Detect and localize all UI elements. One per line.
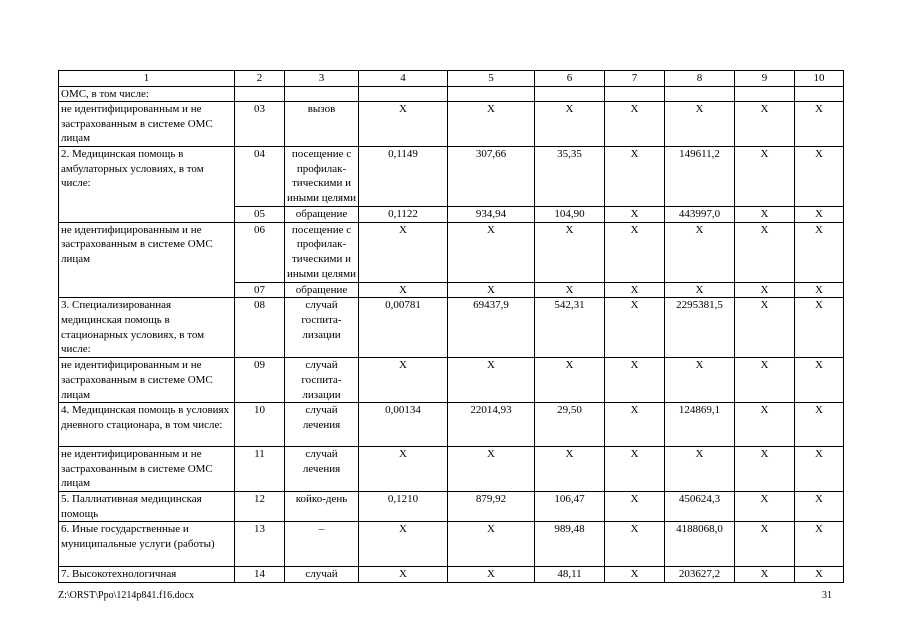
table-cell: X [448, 358, 535, 403]
table-cell: случай [285, 567, 359, 583]
data-table [58, 70, 844, 583]
table-cell: 4188068,0 [665, 522, 735, 567]
column-header: 6 [535, 71, 605, 87]
table-cell: 22014,93 [448, 403, 535, 447]
table-cell: X [359, 447, 448, 492]
table-cell: X [735, 282, 795, 298]
table-cell: X [735, 358, 795, 403]
table-cell: X [605, 358, 665, 403]
table-cell: X [605, 403, 665, 447]
table-cell: случай лечения [285, 447, 359, 492]
column-header: 4 [359, 71, 448, 87]
table-cell: 0,00781 [359, 298, 448, 358]
table-cell: 0,00134 [359, 403, 448, 447]
table-cell: X [605, 447, 665, 492]
table-cell: X [735, 147, 795, 207]
table-row [59, 567, 844, 583]
table-cell: X [535, 102, 605, 147]
table-cell: X [448, 102, 535, 147]
table-cell: X [605, 207, 665, 223]
table-cell: X [448, 567, 535, 583]
table-cell: 0,1122 [359, 207, 448, 223]
table-cell: X [795, 298, 844, 358]
table-cell: X [665, 447, 735, 492]
table-cell: 69437,9 [448, 298, 535, 358]
table-cell: X [735, 207, 795, 223]
table-cell: X [359, 522, 448, 567]
table-cell: X [359, 282, 448, 298]
table-cell: X [735, 403, 795, 447]
table-body [59, 71, 844, 583]
table-cell: X [535, 358, 605, 403]
table-row [59, 403, 844, 447]
table-cell [735, 86, 795, 102]
table-cell: 0,1149 [359, 147, 448, 207]
table-row [59, 358, 844, 403]
table-cell: X [448, 447, 535, 492]
table-cell: X [665, 282, 735, 298]
table-cell: X [605, 492, 665, 522]
table-cell: 307,66 [448, 147, 535, 207]
table-cell: 203627,2 [665, 567, 735, 583]
table-cell: 4. Медицинская помощь в условиях дневного стационара, в том числе: [59, 403, 235, 447]
table-row [59, 86, 844, 102]
table-row [59, 492, 844, 522]
table-cell: 7. Высокотехнологичная [59, 567, 235, 583]
table-cell: не идентифицированным и не застрахованным в системе ОМС лицам [59, 358, 235, 403]
table-cell: X [795, 102, 844, 147]
table-cell: 35,35 [535, 147, 605, 207]
table-cell: X [535, 447, 605, 492]
table-cell: – [285, 522, 359, 567]
column-header: 5 [448, 71, 535, 87]
table-cell: койко-день [285, 492, 359, 522]
table-cell: 07 [235, 282, 285, 298]
table-cell: обращение [285, 207, 359, 223]
table-cell: X [735, 522, 795, 567]
table-cell: 2295381,5 [665, 298, 735, 358]
footer-file-path: Z:\ORST\Ppo\1214p841.f16.docx [58, 590, 195, 601]
table-cell [285, 86, 359, 102]
table-cell: 08 [235, 298, 285, 358]
table-cell: 12 [235, 492, 285, 522]
table-cell: вызов [285, 102, 359, 147]
table-cell: 104,90 [535, 207, 605, 223]
table-cell [665, 86, 735, 102]
table-cell: X [795, 222, 844, 282]
table-cell: случай госпита-лизации [285, 298, 359, 358]
column-header: 7 [605, 71, 665, 87]
table-row [59, 298, 844, 358]
table-cell: посещение с профилак-тическими и иными целями [285, 222, 359, 282]
table-cell: X [605, 522, 665, 567]
table-cell: не идентифицированным и не застрахованным в системе ОМС лицам [59, 102, 235, 147]
column-header: 2 [235, 71, 285, 87]
table-cell [605, 86, 665, 102]
table-cell: X [605, 567, 665, 583]
table-cell: 10 [235, 403, 285, 447]
table-cell: обращение [285, 282, 359, 298]
table-cell: 3. Специализированная медицинская помощь в стационарных условиях, в том числе: [59, 298, 235, 358]
table-cell: X [605, 102, 665, 147]
column-header: 8 [665, 71, 735, 87]
table-cell: 48,11 [535, 567, 605, 583]
table-cell: 11 [235, 447, 285, 492]
table-cell [535, 86, 605, 102]
table-cell: 989,48 [535, 522, 605, 567]
table-cell: 2. Медицинская помощь в амбулаторных условиях, в том числе: [59, 147, 235, 223]
table-cell: X [795, 492, 844, 522]
table-cell [448, 86, 535, 102]
table-cell [359, 86, 448, 102]
table-cell [235, 86, 285, 102]
table-row [59, 447, 844, 492]
table-cell: X [795, 358, 844, 403]
table-cell: 443997,0 [665, 207, 735, 223]
table-cell: X [605, 298, 665, 358]
table-cell: 06 [235, 222, 285, 282]
table-cell: 04 [235, 147, 285, 207]
table-cell: 149611,2 [665, 147, 735, 207]
column-header: 9 [735, 71, 795, 87]
table-cell: 5. Паллиативная медицинская помощь [59, 492, 235, 522]
table-cell: 09 [235, 358, 285, 403]
table-cell: X [795, 147, 844, 207]
table-cell: 106,47 [535, 492, 605, 522]
table-cell: X [795, 447, 844, 492]
table-cell: X [605, 282, 665, 298]
table-row [59, 147, 844, 207]
table-cell: случай госпита-лизации [285, 358, 359, 403]
table-cell: X [735, 102, 795, 147]
table-cell: X [359, 102, 448, 147]
footer-page-number: 31 [822, 590, 832, 601]
table-cell: X [665, 222, 735, 282]
table-cell: X [448, 282, 535, 298]
table-cell: X [735, 298, 795, 358]
table-cell: X [795, 282, 844, 298]
table-cell: случай лечения [285, 403, 359, 447]
table-row [59, 102, 844, 147]
table-cell: X [665, 102, 735, 147]
table-cell: 542,31 [535, 298, 605, 358]
table-cell: X [535, 222, 605, 282]
table-cell: 13 [235, 522, 285, 567]
table-cell: X [359, 567, 448, 583]
table-cell: X [359, 222, 448, 282]
table-cell: X [359, 358, 448, 403]
table-cell: X [448, 522, 535, 567]
table-row [59, 222, 844, 282]
table-cell: X [665, 358, 735, 403]
table-cell: X [735, 492, 795, 522]
table-cell: 879,92 [448, 492, 535, 522]
column-header: 1 [59, 71, 235, 87]
table-cell: не идентифицированным и не застрахованным в системе ОМС лицам [59, 222, 235, 298]
table-cell: X [535, 282, 605, 298]
table-cell: 14 [235, 567, 285, 583]
table-cell: не идентифицированным и не застрахованным в системе ОМС лицам [59, 447, 235, 492]
table-cell: X [795, 567, 844, 583]
table-row [59, 522, 844, 567]
table-cell: X [795, 522, 844, 567]
table-cell: 03 [235, 102, 285, 147]
table-cell: X [735, 567, 795, 583]
table-cell: 124869,1 [665, 403, 735, 447]
table-cell: X [605, 147, 665, 207]
table-cell: 05 [235, 207, 285, 223]
table-cell: X [448, 222, 535, 282]
table-cell: X [735, 447, 795, 492]
table-cell: 934,94 [448, 207, 535, 223]
table-cell: X [605, 222, 665, 282]
table-cell: 0,1210 [359, 492, 448, 522]
table-cell: ОМС, в том числе: [59, 86, 235, 102]
table-cell [795, 86, 844, 102]
table-header-row [59, 71, 844, 87]
column-header: 10 [795, 71, 844, 87]
table-cell: X [795, 207, 844, 223]
table-cell: 29,50 [535, 403, 605, 447]
table-cell: посещение с профилак-тическими и иными целями [285, 147, 359, 207]
table-cell: X [735, 222, 795, 282]
column-header: 3 [285, 71, 359, 87]
table-cell: 450624,3 [665, 492, 735, 522]
table-cell: 6. Иные государственные и муниципальные услуги (работы) [59, 522, 235, 567]
table-cell: X [795, 403, 844, 447]
